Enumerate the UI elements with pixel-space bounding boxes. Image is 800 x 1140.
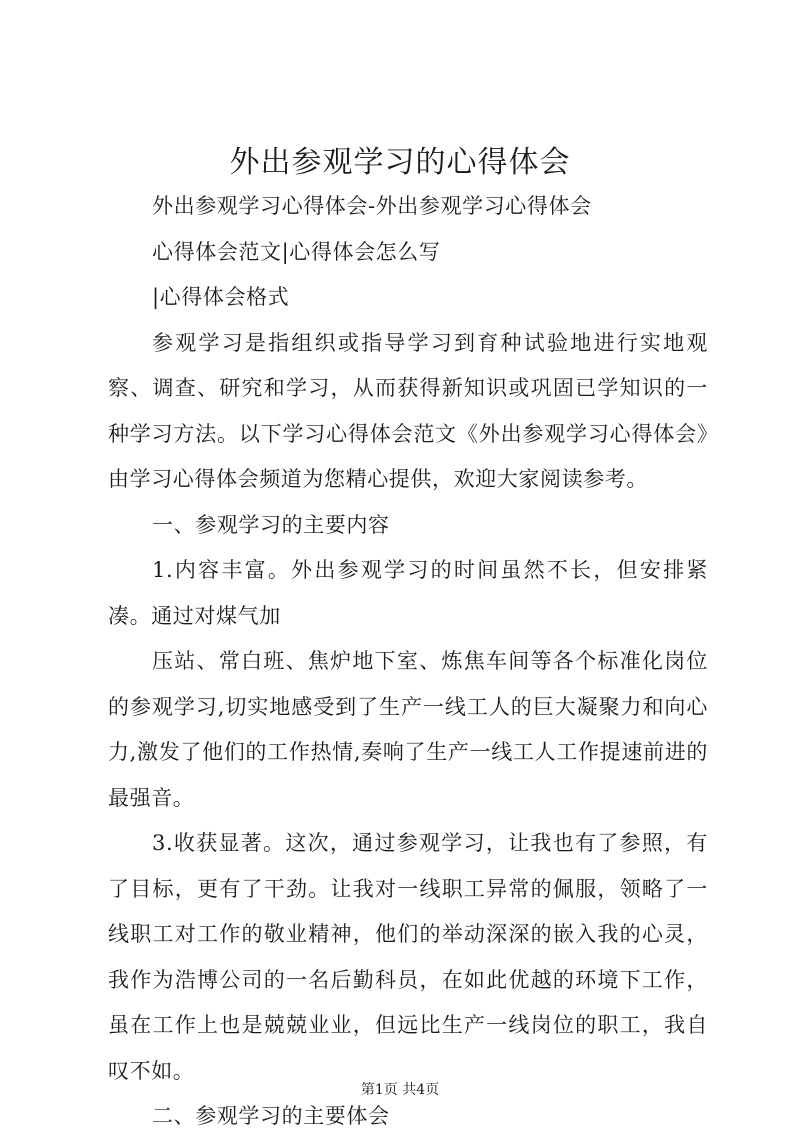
section-heading-2: 二、参观学习的主要体会 — [152, 1104, 390, 1128]
category-line: 心得体会范文|心得体会怎么写 — [152, 239, 441, 264]
subtitle-line: 外出参观学习心得体会-外出参观学习心得体会 — [152, 194, 592, 218]
intro-paragraph: 参观学习是指组织或指导学习到育种试验地进行实地观察、调查、研究和学习，从而获得新知识或巩固已学知识的一种学习方法。以下学习心得体会范文《外出参观学习心得体会》由学习心得体会频道为您精心提供，欢迎大家阅读参考。 — [108, 330, 708, 491]
point-1-paragraph: 1.内容丰富。外出参观学习的时间虽然不长，但安排紧凑。通过对煤气加 — [108, 558, 708, 628]
point-3-paragraph: 3.收获显著。这次，通过参观学习，让我也有了参照，有了目标，更有了干劲。让我对一线职工异常的佩服，领略了一线职工对工作的敬业精神，他们的举动深深的嵌入我的心灵，我作为浩博公司的一名后勤科员，在如此优越的环境下工作，虽在工作上也是兢兢业业，但远比生产一线岗位的职工，我自叹不如。 — [108, 831, 708, 1083]
section-heading-1: 一、参观学习的主要内容 — [152, 512, 390, 537]
format-line: |心得体会格式 — [152, 285, 290, 309]
page-footer: 第1页 共4页 — [360, 1082, 440, 1098]
document-title: 外出参观学习的心得体会 — [229, 145, 571, 180]
document-body — [108, 184, 708, 1140]
point-1-continued-paragraph: 压站、常白班、焦炉地下室、炼焦车间等各个标准化岗位的参观学习,切实地感受到了生产一线工人的巨大凝聚力和向心力,激发了他们的工作热情,奏响了生产一线工人工作提速前进的最强音。 — [108, 649, 708, 810]
